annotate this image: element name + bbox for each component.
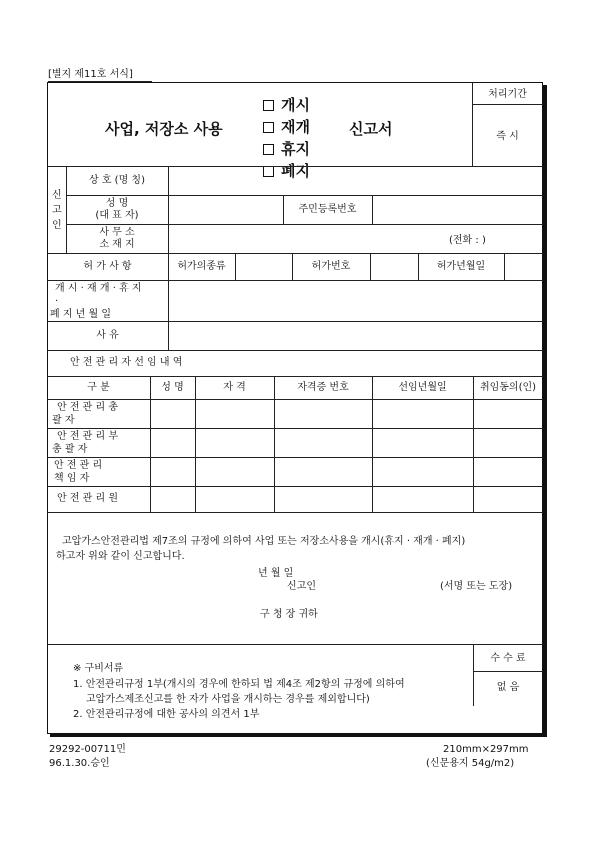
reason-field[interactable]: [170, 323, 542, 349]
declaration-text-2: 하고자 위와 같이 신고합니다.: [56, 551, 185, 562]
processing-value: 즉 시: [496, 131, 519, 142]
row-deputy-manager-2: 총 괄 자: [52, 444, 88, 455]
checkbox[interactable]: [263, 144, 274, 155]
col-category: 구 분: [87, 382, 110, 393]
document-item-2: 2. 안전관리규정에 대한 공사의 의견서 1부: [73, 709, 260, 720]
option-suspend: 휴지: [263, 138, 343, 160]
document-item-1-cont: 고압가스제조신고를 한 자가 사업을 개시하는 경우를 제외합니다): [86, 694, 370, 705]
permit-type-label: 허가의종류: [177, 261, 226, 272]
trade-name-field[interactable]: [170, 168, 542, 194]
documents-heading: ※ 구비서류: [73, 663, 124, 674]
form-title: 사업, 저장소 사용: [105, 120, 223, 138]
col-name: 성 명: [161, 382, 184, 393]
declaration-date: 년 월 일: [258, 568, 294, 579]
status-date-field[interactable]: [170, 282, 542, 320]
footer-approved: 96.1.30.승인: [49, 758, 110, 769]
row-responsible-2: 책 임 자: [54, 473, 90, 484]
status-date-label-2: ·: [55, 296, 59, 307]
fee-value: 없 음: [496, 682, 520, 693]
footer-paper: (신문용지 54g/m2): [426, 758, 515, 769]
office-label-location: 소 재 지: [99, 239, 135, 250]
form-title-suffix: 신고서: [349, 120, 393, 138]
resident-no-field[interactable]: [374, 197, 542, 223]
col-license-no: 자격증 번호: [297, 382, 349, 393]
col-consent: 취임동의(인): [479, 382, 537, 393]
status-date-label-1: 개 시 · 재 개 · 휴 지: [55, 283, 142, 294]
permit-date-label: 허가년월일: [436, 261, 486, 272]
declaration-recipient: 구 청 장 귀하: [260, 609, 318, 620]
checkbox[interactable]: [263, 100, 274, 111]
permit-number-label: 허가번호: [311, 261, 351, 272]
footer-size: 210mm×297mm: [443, 744, 529, 755]
row-responsible-1: 안 전 관 리: [54, 460, 103, 471]
col-qualification: 자 격: [223, 382, 246, 393]
row-safety-officer: 안 전 관 리 원: [57, 493, 119, 504]
phone-label: (전화 : ): [449, 235, 486, 246]
row-general-manager-1: 안 전 관 리 총: [57, 402, 119, 413]
name-label-rep: (대 표 자): [95, 210, 139, 221]
trade-name-label: 상 호 (명 칭): [89, 175, 145, 186]
processing-label: 처리기간: [488, 89, 527, 100]
applicant-group-label: 신 고 인: [52, 190, 62, 231]
checkbox[interactable]: [263, 122, 274, 133]
status-date-label-3: 폐 지 년 월 일: [50, 309, 112, 320]
document-item-1: 1. 안전관리규정 1부(개시의 경우에 한하되 법 제4조 제2항의 규정에 의하여: [73, 679, 405, 690]
reason-label: 사 유: [96, 330, 119, 341]
form-label: [별지 제11호 서식]: [48, 69, 133, 80]
declaration-applicant: 신고인: [287, 581, 316, 592]
row-deputy-manager-1: 안 전 관 리 부: [57, 431, 119, 442]
resident-no-label: 주민등록번호: [298, 204, 357, 215]
declaration-sign: (서명 또는 도장): [440, 581, 513, 592]
row-general-manager-2: 괄 자: [52, 415, 75, 426]
title-options: [263, 94, 343, 180]
name-field[interactable]: [170, 197, 282, 223]
office-label: 사 무 소: [99, 227, 135, 238]
safety-section-title: 안 전 관 리 자 선 임 내 역: [70, 357, 183, 368]
footer-code: 29292-00711민: [49, 744, 126, 755]
declaration-text-1: 고압가스안전관리법 제7조의 규정에 의하여 사업 또는 저장소사용을 개시(휴지 · 재개 · 폐지): [62, 536, 466, 547]
option-close: 폐지: [263, 160, 343, 182]
col-appoint-date: 선임년월일: [398, 382, 447, 393]
option-resume: 재개: [263, 116, 343, 138]
permit-label: 허 가 사 항: [83, 261, 132, 272]
name-label: 성 명: [105, 198, 129, 209]
option-start: 개시: [263, 94, 343, 116]
fee-label: 수 수 료: [490, 653, 526, 664]
